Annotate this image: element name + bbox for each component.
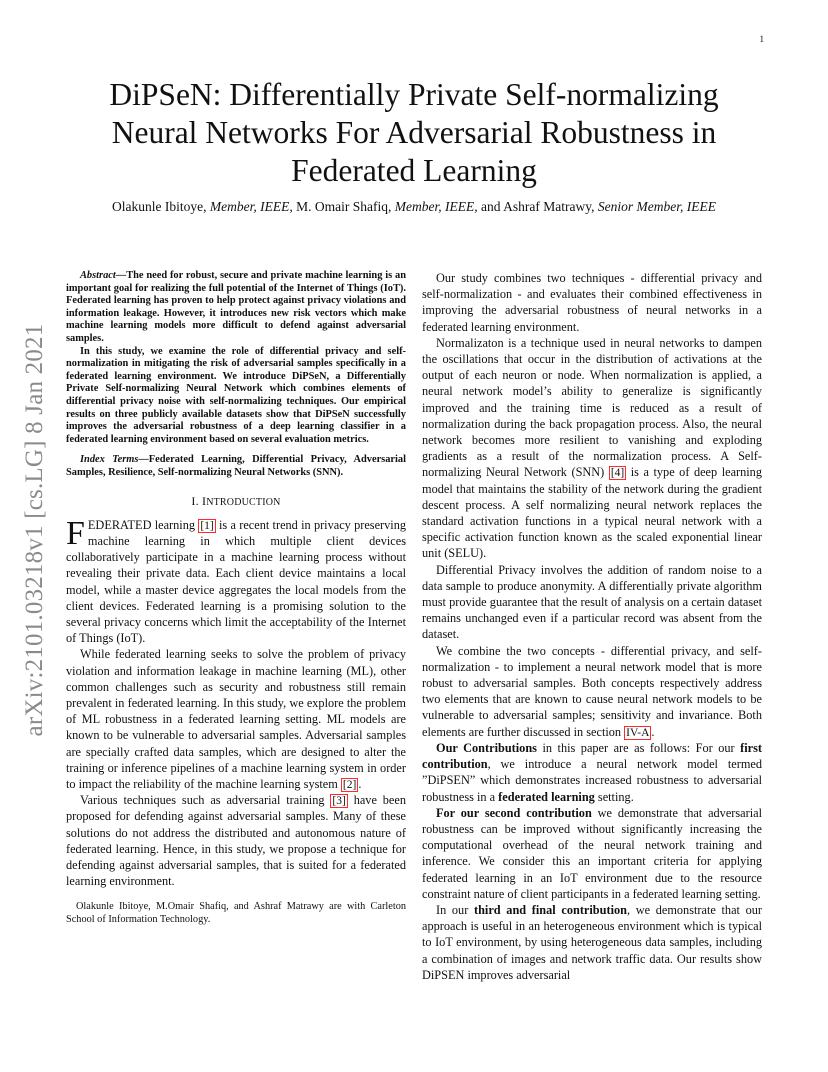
citation-link[interactable]: [4]: [610, 467, 625, 480]
affiliation-footnote: Olakunle Ibitoye, M.Omair Shafiq, and Ashraf Matrawy are with Carleton School of Information Technology.: [66, 901, 406, 925]
arxiv-id: arXiv:2101.03218v1 [cs.LG] 8 Jan 2021: [21, 323, 48, 737]
left-column: [66, 270, 406, 926]
citation-link[interactable]: [3]: [332, 795, 346, 808]
section-title-rest: NTRODUCTION: [206, 496, 281, 508]
right-p4-text-b: .: [651, 724, 655, 739]
second-contribution-label: For our second contribution: [436, 805, 592, 820]
right-paragraph-4: [422, 643, 762, 740]
contrib-text-3: setting.: [594, 789, 634, 804]
second-contribution-text: we demonstrate that adversarial robustness can be improved without significantly increasing the computational overhead of the neural network training and inference. We consider this an important criteria for applying federated learning in an IoT environment due to the resource constraint nature of client participants in a federated learning setting.: [422, 805, 763, 901]
author-2-role: Member, IEEE,: [394, 199, 478, 214]
index-terms-text: —Federated Learning, Differential Privacy, Adversarial Samples, Resilience, Self-normalizing Neural Networks (SNN).: [66, 454, 406, 478]
author-3-name: and Ashraf Matrawy,: [481, 199, 595, 214]
abstract-label: Abstract: [80, 270, 116, 281]
right-p4-text-a: We combine the two concepts - differential privacy, and self-normalization - to implement a neural network model that is more robust to adversarial samples. Both concepts respectively address two elements that are known to cause neural network models to be vulnerable to adversarial samples; sensitivity and invariance. Both elements are further discussed in section: [422, 643, 762, 739]
contrib-text-2: , we introduce a neural network model termed ”DiPSEN” which demonstrates increased robustness to adversarial robustness in a: [422, 757, 762, 804]
abstract-paragraph-2: In this study, we examine the role of differential privacy and self-normalization in mitigating the risk of adversarial samples specifically in a federated learning environment. We introduce DiPSeN, a Differentially Private Self-normalizing Neural Network which combines elements of differential privacy noise with self-normalizing techniques. Our empirical results on three publicly available datasets show that DiPSeN successfully improves the adversarial robustness of a deep learning classifier in a federated learning environment based on several evaluation metrics.: [66, 345, 406, 445]
contributions-paragraph: [422, 740, 762, 805]
author-2-name: M. Omair Shafiq,: [296, 199, 392, 214]
right-paragraph-3: Differential Privacy involves the addition of random noise to a data sample to produce anonymity. A differentially private algorithm must provide guarantee that the result of analysis on a certain dataset remains unchanged even if a particular record was absent from the dataset.: [422, 562, 762, 642]
intro-p3-text-a: Various techniques such as adversarial training: [80, 793, 331, 808]
first-contribution-label: first contribution: [422, 740, 763, 772]
contributions-heading: Our Contributions: [436, 740, 537, 755]
right-paragraph-2: [422, 335, 762, 562]
drop-cap: F: [66, 514, 85, 552]
intro-paragraph-3: [66, 792, 406, 889]
right-p2-text-a: Normalizaton is a technique used in neural networks to dampen the oscillations that occur in the distribution of activations at the output of each neuron or node. When normalization is applied, a neural network model’s ability to generalize is significantly improved and the training time is reduced as a result of normalization during the back propagation process. Also, the neural network becomes more resilient to vanishing and exploding gradients as a result of the normalization process. A Self-normalizing Neural Network (SNN): [422, 335, 762, 480]
intro-p1-text-b: is a recent trend in privacy preserving machine learning in which multiple client devices collaboratively participate in a machine learning process without revealing their private data. Each client device maintains a local model, while a master device aggregates the local models from the client devices. Federated learning is a promising solution to the several privacy concerns which limit the acceptability of the Internet of Things (IoT).: [66, 517, 406, 646]
author-3-role: Senior Member, IEEE: [597, 199, 716, 214]
section-initial: I: [201, 493, 207, 508]
third-contribution-paragraph: [422, 902, 762, 983]
contrib-text-1: in this paper are as follows: For our: [536, 740, 741, 755]
index-terms-label: Index Terms: [80, 454, 139, 466]
third-contrib-text-1: In our: [436, 902, 474, 917]
author-1-role: Member, IEEE,: [209, 199, 293, 214]
section-ref-link[interactable]: IV-A: [626, 726, 650, 739]
intro-p2-text-b: .: [358, 776, 362, 791]
citation-link[interactable]: [1]: [200, 519, 214, 532]
federated-learning-emphasis: federated learning: [498, 789, 595, 804]
index-terms: [66, 454, 406, 479]
abstract-text-1: —The need for robust, secure and private machine learning is an important goal for realizing the full potential of the Internet of Things (IoT). Federated learning has proven to help protect against privacy violations and information leakage. However, it introduces new risk vectors which make machine learning models more difficult to defend against adversarial samples.: [66, 270, 406, 344]
right-paragraph-1: Our study combines two techniques - differential privacy and self-normalization - and evaluates their combined effectiveness in improving the adversarial robustness of neural networks in a federated learning environment.: [422, 271, 762, 334]
intro-p3-text-b: have been proposed for defending against adversarial samples. Many of these solutions do not address the distributed and autonomous nature of federated learning. Hence, in this study, we propose a technique for defending against adversarial samples, that is suited for a federated learning environment.: [66, 793, 406, 889]
intro-p1-text-a: EDERATED learning: [87, 517, 199, 532]
paper-title: DiPSeN: Differentially Private Self-normalizing Neural Networks For Adversarial Robustness in Federated Learning: [109, 77, 719, 188]
abstract-paragraph-1: [66, 270, 406, 346]
section-heading-introduction: [66, 493, 406, 511]
right-column: [422, 270, 762, 983]
author-1-name: Olakunle Ibitoye,: [112, 199, 207, 214]
third-contribution-label: third and final contribution: [473, 902, 627, 917]
third-contrib-text-2: , we demonstrate that our approach is useful in an heterogeneous environment which is typical to IoT environment, by using heterogeneous data samples, including a combination of images and network traffic data. Our results show DiPSEN improves adversarial: [422, 902, 763, 982]
arxiv-watermark: [6, 300, 64, 760]
citation-link[interactable]: [2]: [342, 778, 357, 791]
intro-paragraph-1: [66, 514, 406, 647]
section-number: I.: [191, 493, 202, 508]
author-line: [40, 199, 788, 215]
page-number: 1: [759, 34, 764, 44]
second-contribution-paragraph: [422, 805, 762, 902]
right-p2-text-b: is a type of deep learning model that maintains the stability of the network during the gradient descent process. A self normalizing neural network replaces the standard activation functions in a typical neural network with a specific activation function known as the scaled exponential linear unit (SELU).: [422, 465, 762, 561]
intro-p2-text-a: While federated learning seeks to solve the problem of privacy violation and information leakage in machine learning (ML), other common challenges such as security and robustness still remain prevalent in federated learning. In this study, we explore the problem of ML robustness in a federated learning setting. ML models are known to be vulnerable to adversarial samples. Adversarial samples are specially crafted data samples, which are designed to alter the training or inference pipelines of a machine learning system in order to impact the reliability of the machine learning system: [66, 647, 406, 791]
intro-paragraph-2: [66, 646, 406, 792]
